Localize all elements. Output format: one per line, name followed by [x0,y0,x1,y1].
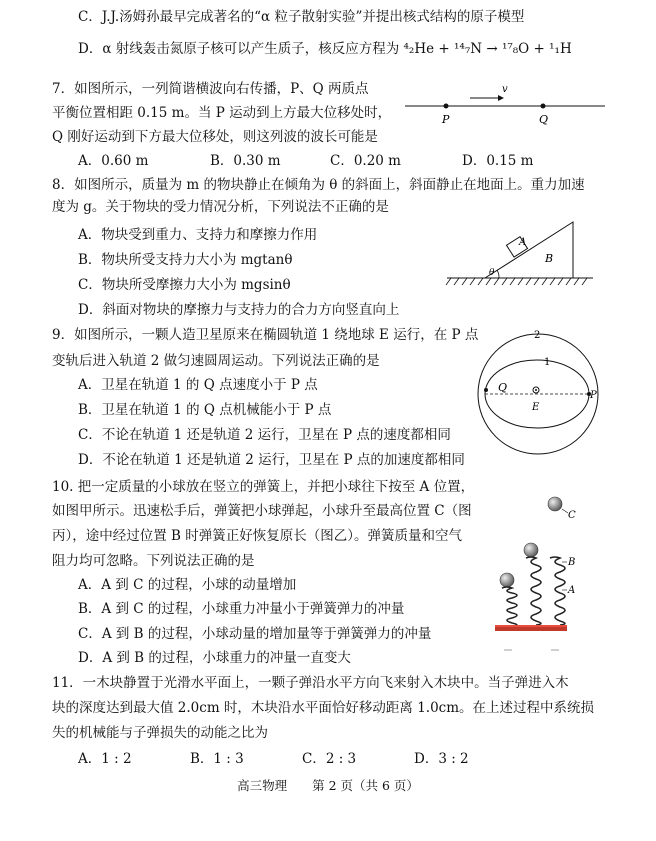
page-footer: 高三物理 第 2 页（共 6 页） [237,778,419,793]
q8-stem-2: 度为 g。关于物块的受力情况分析，下列说法不正确的是 [52,199,389,215]
q10-stem-1: 10. 把一定质量的小球放在竖立的弹簧上，并把小球往下按至 A 位置， [52,479,475,495]
q10-figure [490,492,590,662]
q7-figure [400,78,610,128]
q8-option-a: A．物块受到重力、支持力和摩擦力作用 [78,227,318,243]
q7-stem-3: Q 刚好运动到下方最大位移处，则这列波的波长可能是 [52,129,378,145]
q9-e-label: E [532,402,540,413]
q8-figure [445,218,595,288]
q9-figure [476,324,606,464]
q9-stem-2: 变轨后进入轨道 2 做匀速圆周运动。下列说法正确的是 [52,353,380,369]
q8-a-label: A [519,237,527,248]
q9-orbit2-label: 2 [534,330,541,341]
q7-option-b: B．0.30 m [210,153,281,169]
q7-option-d: D．0.15 m [462,153,534,169]
q11-stem-2: 块的深度达到最大值 2.0cm 时，木块沿水平面恰好移动距离 1.0cm。在上述过程中系统损 [52,700,595,716]
q10-stem-2: 如图甲所示。迅速松手后，弹簧把小球弹起，小球升至最高位置 C（图 [52,503,472,519]
q6-option-c: C．J.J.汤姆孙最早完成著名的“α 粒子散射实验”并提出核式结构的原子模型 [78,9,525,25]
q10-option-c: C．A 到 B 的过程，小球动量的增加量等于弹簧弹力的冲量 [78,626,432,642]
q8-option-b: B．物块所受支持力大小为 mgtanθ [78,252,293,268]
q10-c-label: C [568,510,576,521]
q7-stem-2: 平衡位置相距 0.15 m。当 P 运动到上方最大位移处时， [52,105,392,121]
q8-stem-1: 8．如图所示，质量为 m 的物块静止在倾角为 θ 的斜面上，斜面静止在地面上。重力加速 [52,177,585,193]
q10-stem-4: 阻力均可忽略。下列说法正确的是 [52,553,255,569]
q7-q-label: Q [539,113,549,126]
q9-orbit1-label: 1 [544,357,551,368]
q7-option-a: A．0.60 m [78,153,149,169]
q7-option-c: C．0.20 m [330,153,401,169]
q9-q-label: Q [498,381,508,394]
q10-option-b: B．A 到 C 的过程，小球重力冲量小于弹簧弹力的冲量 [78,601,405,617]
q9-stem-1: 9．如图所示，一颗人造卫星原来在椭圆轨道 1 绕地球 E 运行，在 P 点 [52,327,479,343]
q9-option-b: B．卫星在轨道 1 的 Q 点机械能小于 P 点 [78,402,332,418]
q6-option-d: D．α 射线轰击氮原子核可以产生质子，核反应方程为 ⁴₂He + ¹⁴₇N → ¹⁷₈O + ¹₁H [78,41,572,57]
q11-option-a: A．1 : 2 [78,751,132,767]
q7-stem-1: 7．如图所示，一列简谐横波向右传播，P、Q 两质点 [52,81,369,97]
q10-a-label: A [568,585,576,596]
q11-stem-3: 失的机械能与子弹损失的动能之比为 [52,725,268,741]
q10-option-d: D．A 到 B 的过程，小球重力的冲量一直变大 [78,650,351,666]
q11-option-c: C．2 : 3 [302,751,357,767]
q10-b-label: B [568,557,576,568]
q9-option-a: A．卫星在轨道 1 的 Q 点速度小于 P 点 [78,377,318,393]
q8-theta-label: θ [489,268,495,278]
q11-stem-1: 11．一木块静置于光滑水平面上，一颗子弹沿水平方向飞来射入木块中。当子弹进入木 [52,675,569,691]
q8-b-label: B [545,252,554,265]
q9-option-d: D．不论在轨道 1 还是轨道 2 运行，卫星在 P 点的加速度都相同 [78,452,465,468]
q11-option-b: B．1 : 3 [190,751,244,767]
q9-option-c: C．不论在轨道 1 还是轨道 2 运行，卫星在 P 点的速度都相同 [78,427,451,443]
q7-v-label: v [502,84,508,95]
q10-stem-3: 丙），途中经过位置 B 时弹簧正好恢复原长（图乙）。弹簧质量和空气 [52,528,463,544]
q11-option-d: D．3 : 2 [414,751,469,767]
q9-p-label: P [590,390,597,401]
q7-p-label: P [442,113,450,126]
q8-option-d: D．斜面对物块的摩擦力与支持力的合力方向竖直向上 [78,302,400,318]
q10-option-a: A．A 到 C 的过程，小球的动量增加 [78,577,297,593]
q8-option-c: C．物块所受摩擦力大小为 mgsinθ [78,277,291,293]
